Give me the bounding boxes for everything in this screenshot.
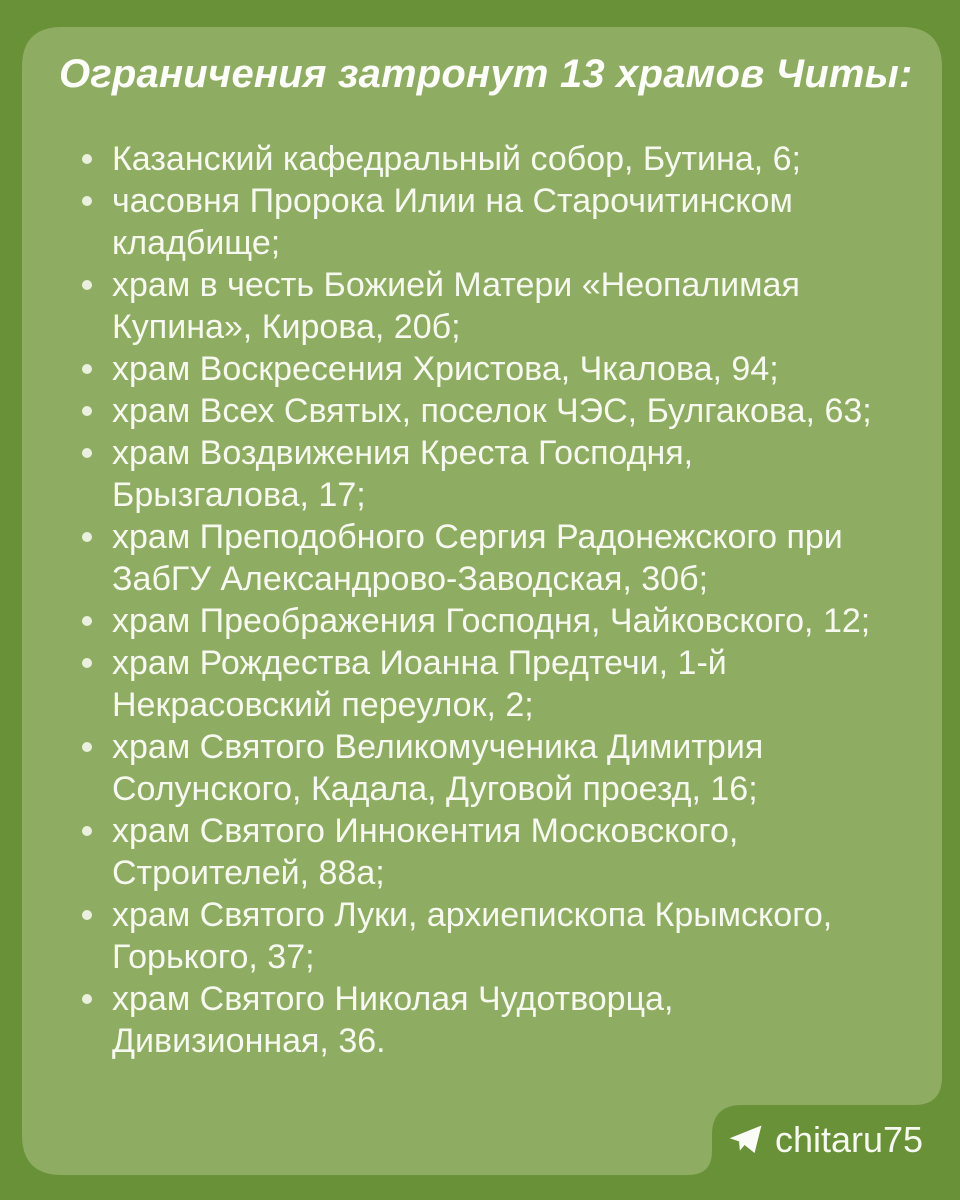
- church-list: [82, 138, 874, 1062]
- list-item: [82, 264, 874, 348]
- bullet-dot-icon: [82, 280, 92, 290]
- bullet-dot-icon: [82, 742, 92, 752]
- page-title: Ограничения затронут 13 храмов Читы:: [59, 52, 913, 96]
- telegram-plane-icon: [729, 1125, 762, 1154]
- bullet-dot-icon: [82, 364, 92, 374]
- list-item-text: храм Преподобного Сергия Радонежского при ЗабГУ Александрово-Заводская, 30б;: [112, 518, 843, 598]
- bullet-dot-icon: [82, 532, 92, 542]
- list-item: [82, 978, 874, 1062]
- list-item: [82, 516, 874, 600]
- list-item-text: храм Святого Великомученика Димитрия Солунского, Кадала, Дуговой проезд, 16;: [112, 728, 764, 808]
- list-item-text: храм Святого Иннокентия Московского, Строителей, 88а;: [112, 812, 739, 892]
- list-item-text: часовня Пророка Илии на Старочитинском кладбище;: [112, 182, 793, 262]
- bullet-dot-icon: [82, 826, 92, 836]
- bullet-dot-icon: [82, 910, 92, 920]
- bullet-dot-icon: [82, 994, 92, 1004]
- list-item-text: храм Всех Святых, поселок ЧЭС, Булгакова, 63;: [112, 392, 872, 430]
- bullet-dot-icon: [82, 406, 92, 416]
- bullet-dot-icon: [82, 196, 92, 206]
- bullet-dot-icon: [82, 616, 92, 626]
- watermark-label: chitaru75: [774, 1118, 924, 1160]
- list-item-text: храм в честь Божией Матери «Неопалимая Купина», Кирова, 20б;: [112, 266, 800, 346]
- list-item: [82, 894, 874, 978]
- list-item-text: Казанский кафедральный собор, Бутина, 6;: [112, 140, 801, 178]
- list-item: [82, 642, 874, 726]
- list-item: [82, 432, 874, 516]
- list-item-text: храм Святого Николая Чудотворца, Дивизионная, 36.: [112, 980, 674, 1060]
- watermark: [712, 1105, 960, 1200]
- list-item: [82, 810, 874, 894]
- bullet-dot-icon: [82, 448, 92, 458]
- list-item: [82, 600, 874, 642]
- list-item: [82, 390, 874, 432]
- list-item-text: храм Воскресения Христова, Чкалова, 94;: [112, 350, 779, 388]
- list-item: [82, 726, 874, 810]
- list-item: [82, 348, 874, 390]
- bullet-dot-icon: [82, 658, 92, 668]
- list-item: [82, 138, 874, 180]
- list-item-text: храм Преображения Господня, Чайковского, 12;: [112, 602, 871, 640]
- list-item-text: храм Святого Луки, архиепископа Крымского, Горького, 37;: [112, 896, 833, 976]
- list-item-text: храм Рождества Иоанна Предтечи, 1-й Некрасовский переулок, 2;: [112, 644, 727, 724]
- list-item-text: храм Воздвижения Креста Господня, Брызгалова, 17;: [112, 434, 694, 514]
- list-item: [82, 180, 874, 264]
- bullet-dot-icon: [82, 154, 92, 164]
